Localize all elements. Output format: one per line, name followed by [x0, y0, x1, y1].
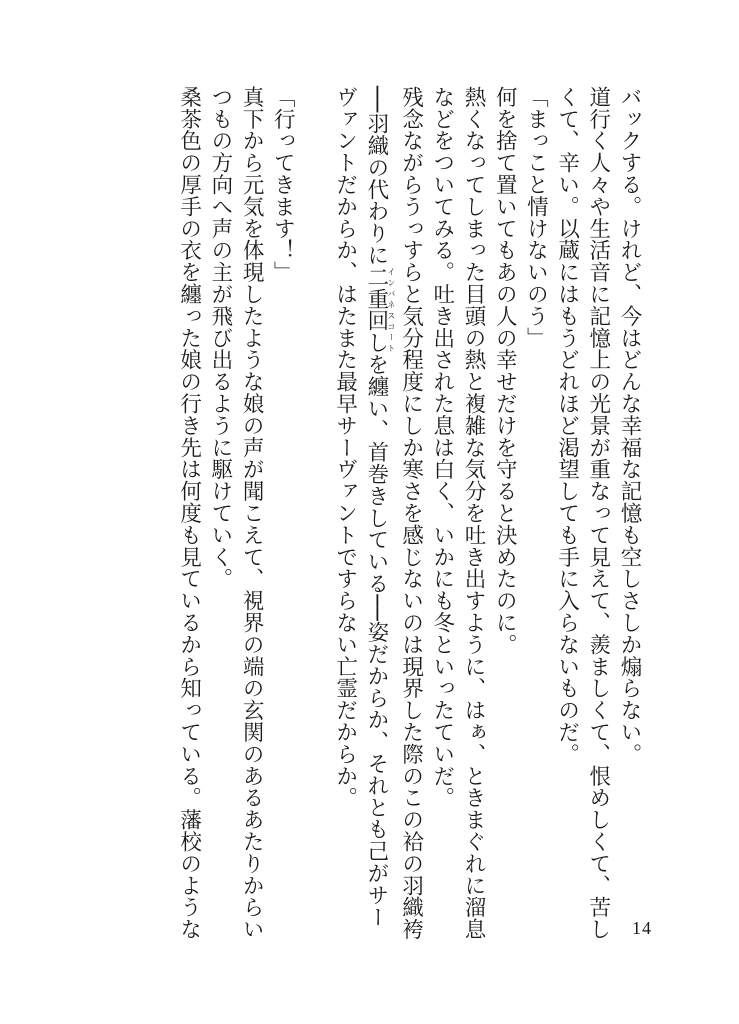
text-line-inverness — [361, 86, 396, 928]
text-line: バックする。けれど、今はどんな幸福な記憶も空しさしか煽らない。 — [617, 86, 642, 765]
text-line: 熱くなってしまった目頭の熱と複雑な気分を吐き出すように、はぁ、ときまぐれに溜息 — [460, 86, 486, 941]
text-line: 桑茶色の厚手の衣を纏った娘の行き先は何度も見ているから知っている。藩校のような — [176, 86, 202, 941]
text-line: 「まっこと情けないのう」 — [523, 86, 549, 349]
text-line: 真下から元気を体現したような娘の声が聞こえて、視界の端の玄関のあるあたりからい — [239, 86, 265, 941]
text-line: 残念ながらうっすらと気分程度にしか寒さを感じないのは現界した際のこの袷の羽織袴 — [398, 86, 424, 941]
page-number: 14 — [632, 918, 652, 938]
text-line: 何を捨て置いてもあの人の幸せだけを守ると決めたのに。 — [492, 86, 518, 656]
text-fragment: ──羽織の代わりに — [363, 86, 389, 266]
ruby-reading: インバネスコート — [386, 266, 396, 354]
text-line: ヴァントだからか、はたまた最早サーヴァントですらない亡霊だからか。 — [332, 86, 358, 809]
ruby-base: 二重回し — [363, 266, 389, 354]
text-line: 道行く人々や生活音に記憶上の光景が重なって見えて、羨ましくて、恨めしくて、苦し — [585, 86, 611, 941]
text-line: などをついてみる。吐き出された息は白く、いかにも冬といったていだ。 — [429, 86, 455, 809]
text-fragment: を纏い、首巻きしている──姿だからか、それとも己がサー — [363, 353, 389, 928]
paragraph-gap — [298, 86, 329, 916]
text-line: つもの方向へ声の主が飛び出るように駆けていく。 — [207, 86, 233, 590]
text-line: 「行ってきます！」 — [270, 86, 296, 284]
text-line: くて、辛い。以蔵にはもうどれほど渇望しても手に入らないものだ。 — [554, 86, 580, 765]
ruby-word — [363, 266, 396, 354]
